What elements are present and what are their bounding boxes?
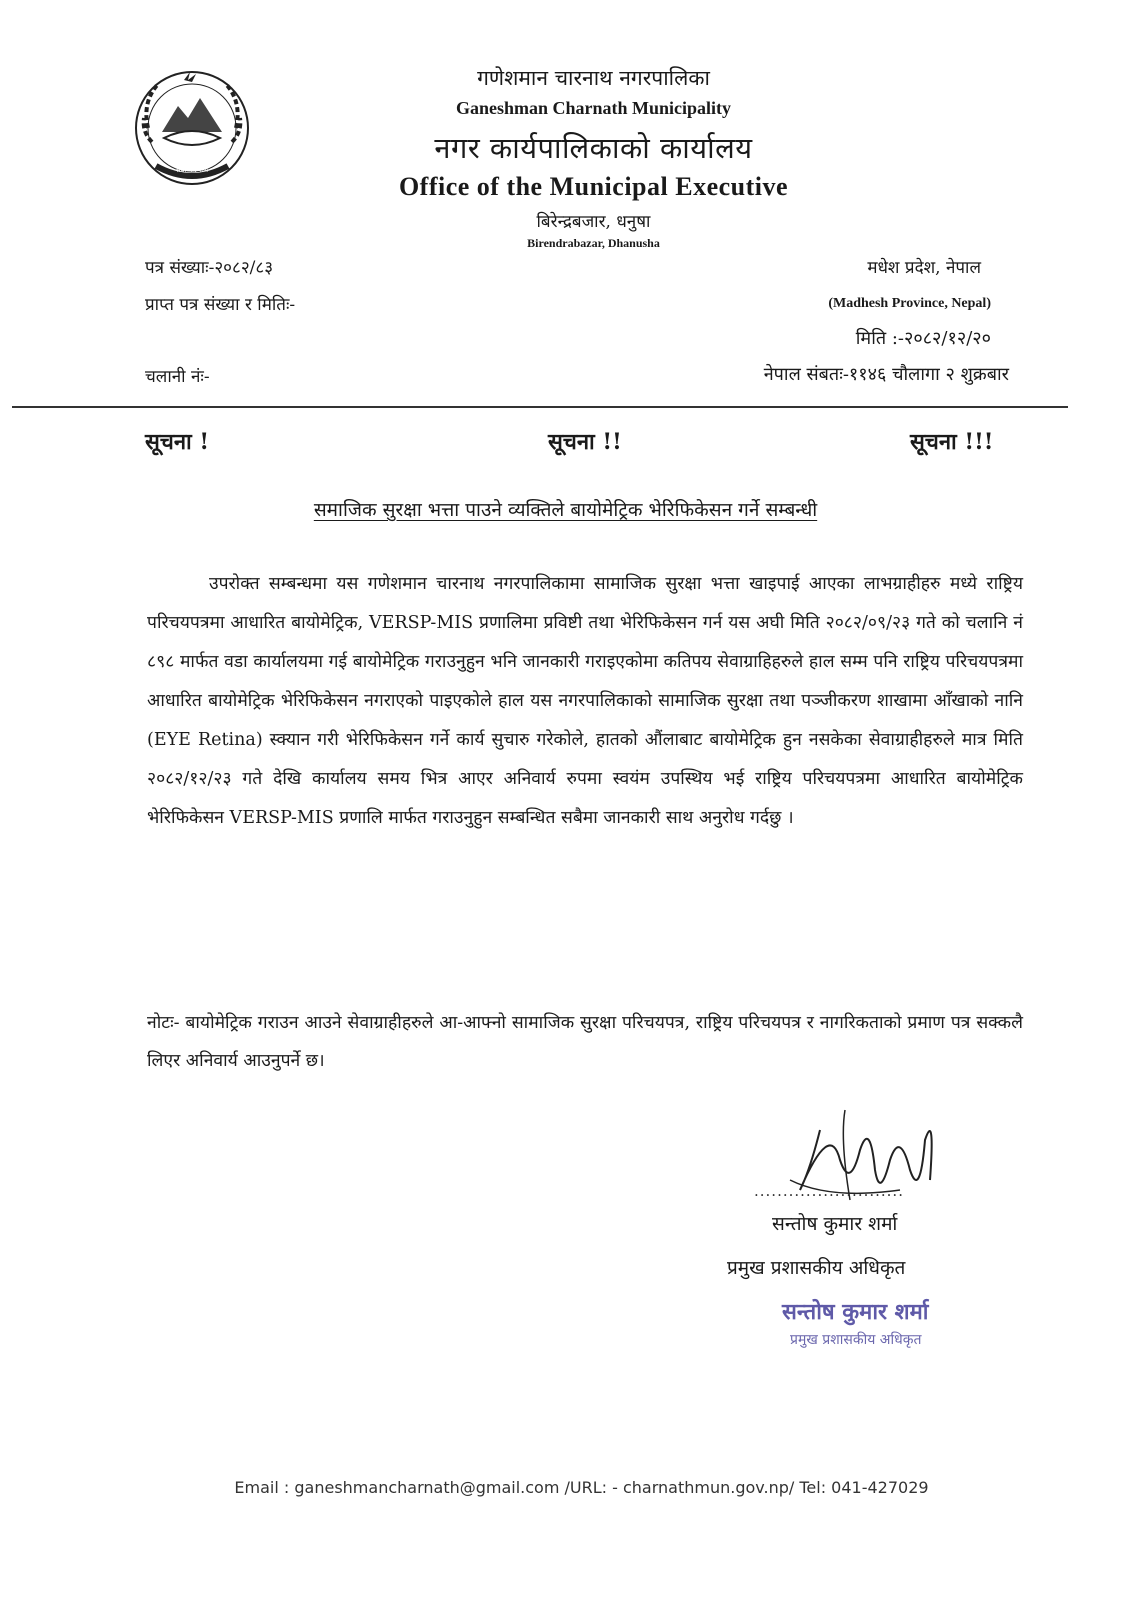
office-name-en: Office of the Municipal Executive bbox=[398, 172, 789, 201]
notice-subject: समाजिक सुरक्षा भत्ता पाउने व्यक्तिले बायोमेट्रिक भेरिफिकेसन गर्ने सम्बन्धी bbox=[313, 499, 818, 521]
received-letter-number: प्राप्त पत्र संख्या र मितिः- bbox=[145, 295, 296, 315]
notice-body: उपरोक्त सम्बन्धमा यस गणेशमान चारनाथ नगरपालिकामा सामाजिक सुरक्षा भत्ता खाइपाई आएका लाभग्राहीहरु मध्ये राष्ट्रिय परिचयपत्रमा आधारित बायोमेट्रिक, VERSP-MIS प्रणालिमा प्रविष्टी तथा भेरिफिकेसन गर्न यस अघी मिति २०८२/०९/२३ गते को चलानि नं ८९८ मार्फत वडा कार्यालयमा गई बायोमेट्रिक गराउनुहुन भनि जानकारी गराइएकोमा कतिपय सेवाग्राहिहरुले हाल सम्म पनि राष्ट्रिय परिचयपत्रमा आधारित बायोमेट्रिक भेरिफिकेसन नगराएको पाइएकोले हाल यस नगरपालिकाको सामाजिक सुरक्षा तथा पञ्जीकरण शाखामा आँखाको नानि (EYE Retina) स्क्यान गरी भेरिफिकेसन गर्ने कार्य सुचारु गरेकोले, हातको औंलाबाट बायोमेट्रिक हुन नसकेका सेवाग्राहीहरुले मात्र मिति २०८२/१२/२३ गते देखि कार्यालय समय भित्र आएर अनिवार्य रुपमा स्वयंम उपस्थिय भई राष्ट्रिय परिचयपत्रमा आधारित बायोमेट्रिक भेरिफिकेसन VERSP-MIS प्रणालि मार्फत गराउनुहुन सम्बन्धित सबैमा जानकारी साथ अनुरोध गर्दछु । bbox=[147, 574, 1023, 828]
nepal-samvat-date: नेपाल संबतः-११४६ चौलागा २ शुक्रबार bbox=[763, 364, 1009, 385]
notice-label-right: सूचना !!! bbox=[910, 429, 994, 455]
signatory-name: सन्तोष कुमार शर्मा bbox=[772, 1213, 898, 1235]
header-divider bbox=[12, 406, 1068, 408]
stamp-name: सन्तोष कुमार शर्मा bbox=[782, 1299, 929, 1325]
footer-contact: Email : ganeshmancharnath@gmail.com /URL: - charnathmun.gov.np/ Tel: 041-427029 bbox=[234, 1478, 929, 1497]
letter-date: मिति :-२०८२/१२/२० bbox=[855, 328, 991, 349]
dispatch-number: चलानी नंः- bbox=[145, 367, 210, 387]
notice-label-center: सूचना !! bbox=[548, 429, 622, 455]
notice-label-left: सूचना ! bbox=[145, 429, 210, 455]
notice-note: नोटः- बायोमेट्रिक गराउन आउने सेवाग्राहीहरुले आ-आफ्नो सामाजिक सुरक्षा परिचयपत्र, राष्ट्रिय परिचयपत्र र नागरिकताको प्रमाण पत्र सक्कलै लिएर अनिवार्य आउनुपर्ने छ। bbox=[147, 1013, 1023, 1071]
svg-text:सेवा कल्याण: सेवा कल्याण bbox=[175, 166, 209, 174]
signatory-title: प्रमुख प्रशासकीय अधिकृत bbox=[727, 1257, 906, 1279]
letter-number: पत्र संख्याः-२०८२/८३ bbox=[145, 258, 274, 278]
address-en: Birendrabazar, Dhanusha bbox=[527, 236, 660, 250]
office-name-np: नगर कार्यपालिकाको कार्यालय bbox=[434, 131, 753, 165]
province-np: मधेश प्रदेश, नेपाल bbox=[867, 258, 981, 278]
municipality-name-np: गणेशमान चारनाथ नगरपालिका bbox=[477, 66, 710, 90]
signature-line: .......................... bbox=[754, 1182, 904, 1200]
municipality-name-en: Ganeshman Charnath Municipality bbox=[455, 98, 732, 118]
address-np: बिरेन्द्रबजार, धनुषा bbox=[536, 212, 651, 232]
stamp-title: प्रमुख प्रशासकीय अधिकृत bbox=[790, 1332, 922, 1348]
province-en: (Madhesh Province, Nepal) bbox=[828, 296, 991, 311]
